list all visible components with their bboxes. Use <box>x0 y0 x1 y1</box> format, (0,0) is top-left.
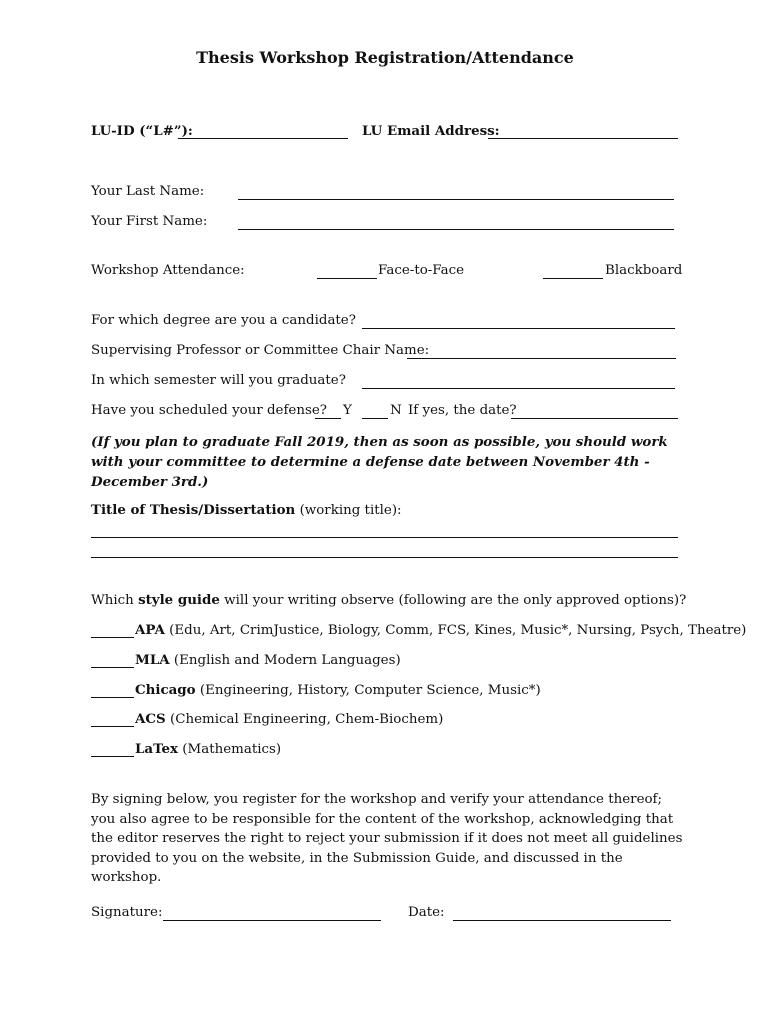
style-q-bold: style guide <box>138 592 220 608</box>
style-desc: (Chemical Engineering, Chem-Biochem) <box>169 712 444 727</box>
semester-label: In which semester will you graduate? <box>91 373 346 388</box>
style-desc: (English and Modern Languages) <box>173 653 401 668</box>
last-name-field[interactable] <box>238 199 674 200</box>
agreement-paragraph: By signing below, you register for the workshop and verify your attendance thereof; you also agree to be responsible for the content of the workshop, acknowledging that the editor reserves the right to reject your submission if it does not meet all guidelines provided to you on the website, in the Submission Guide, and discussed in the workshop. <box>91 792 683 885</box>
first-name-label: Your First Name: <box>91 214 208 229</box>
degree-field[interactable] <box>362 328 675 329</box>
email-field[interactable] <box>488 138 678 139</box>
blackboard-blank[interactable] <box>543 278 603 279</box>
signature-label: Signature: <box>91 905 163 920</box>
defense-yes: Y <box>343 403 352 418</box>
style-option-acs <box>135 711 443 727</box>
style-option-apa <box>135 622 746 638</box>
style-desc: (Mathematics) <box>182 742 282 757</box>
acs-blank[interactable] <box>91 726 134 727</box>
style-name: APA <box>135 622 165 638</box>
degree-label: For which degree are you a candidate? <box>91 313 356 328</box>
style-option-latex <box>135 741 281 757</box>
style-desc: (Edu, Art, CrimJustice, Biology, Comm, FCS, Kines, Music*, Nursing, Psych, Theatre) <box>169 623 747 638</box>
style-desc: (Engineering, History, Computer Science, Music*) <box>199 683 541 698</box>
luid-label: LU-ID (“L#”): <box>91 123 193 139</box>
blackboard-option: Blackboard <box>605 263 683 278</box>
thesis-title-line-2[interactable] <box>91 557 678 558</box>
first-name-field[interactable] <box>238 229 674 230</box>
chicago-blank[interactable] <box>91 697 134 698</box>
defense-no-blank[interactable] <box>362 418 388 419</box>
style-name: LaTex <box>135 741 179 757</box>
style-name: MLA <box>135 652 170 668</box>
style-q-pre: Which <box>91 593 139 608</box>
thesis-title-label: Title of Thesis/Dissertation <box>91 502 296 518</box>
style-name: Chicago <box>135 682 196 698</box>
latex-blank[interactable] <box>91 756 134 757</box>
page-title: Thesis Workshop Registration/Attendance <box>196 48 574 67</box>
luid-field[interactable] <box>178 138 348 139</box>
style-option-chicago <box>135 682 541 698</box>
face-to-face-blank[interactable] <box>317 278 377 279</box>
defense-no: N <box>390 403 402 418</box>
supervisor-field[interactable] <box>407 358 676 359</box>
face-to-face-option: Face-to-Face <box>378 263 465 278</box>
style-option-mla <box>135 652 401 668</box>
graduation-note: (If you plan to graduate Fall 2019, then as soon as possible, you should work with your committee to determine a defense date between November 4th - December 3rd.) <box>91 434 668 490</box>
mla-blank[interactable] <box>91 667 134 668</box>
attendance-label: Workshop Attendance: <box>91 263 245 278</box>
style-guide-question <box>91 592 686 608</box>
date-field[interactable] <box>453 920 671 921</box>
defense-date-label: If yes, the date? <box>408 403 517 418</box>
semester-field[interactable] <box>362 388 675 389</box>
date-label: Date: <box>408 905 445 920</box>
defense-date-field[interactable] <box>511 418 678 419</box>
thesis-title-heading <box>91 502 402 518</box>
apa-blank[interactable] <box>91 637 134 638</box>
signature-field[interactable] <box>163 920 381 921</box>
thesis-title-line-1[interactable] <box>91 537 678 538</box>
last-name-label: Your Last Name: <box>91 184 205 199</box>
style-name: ACS <box>135 711 166 727</box>
supervisor-label: Supervising Professor or Committee Chair Name: <box>91 343 430 358</box>
style-q-post: will your writing observe (following are the only approved options)? <box>219 593 687 608</box>
thesis-title-hint: (working title): <box>299 503 402 518</box>
email-label: LU Email Address: <box>362 123 500 139</box>
defense-yes-blank[interactable] <box>315 418 341 419</box>
defense-label: Have you scheduled your defense? <box>91 403 327 418</box>
